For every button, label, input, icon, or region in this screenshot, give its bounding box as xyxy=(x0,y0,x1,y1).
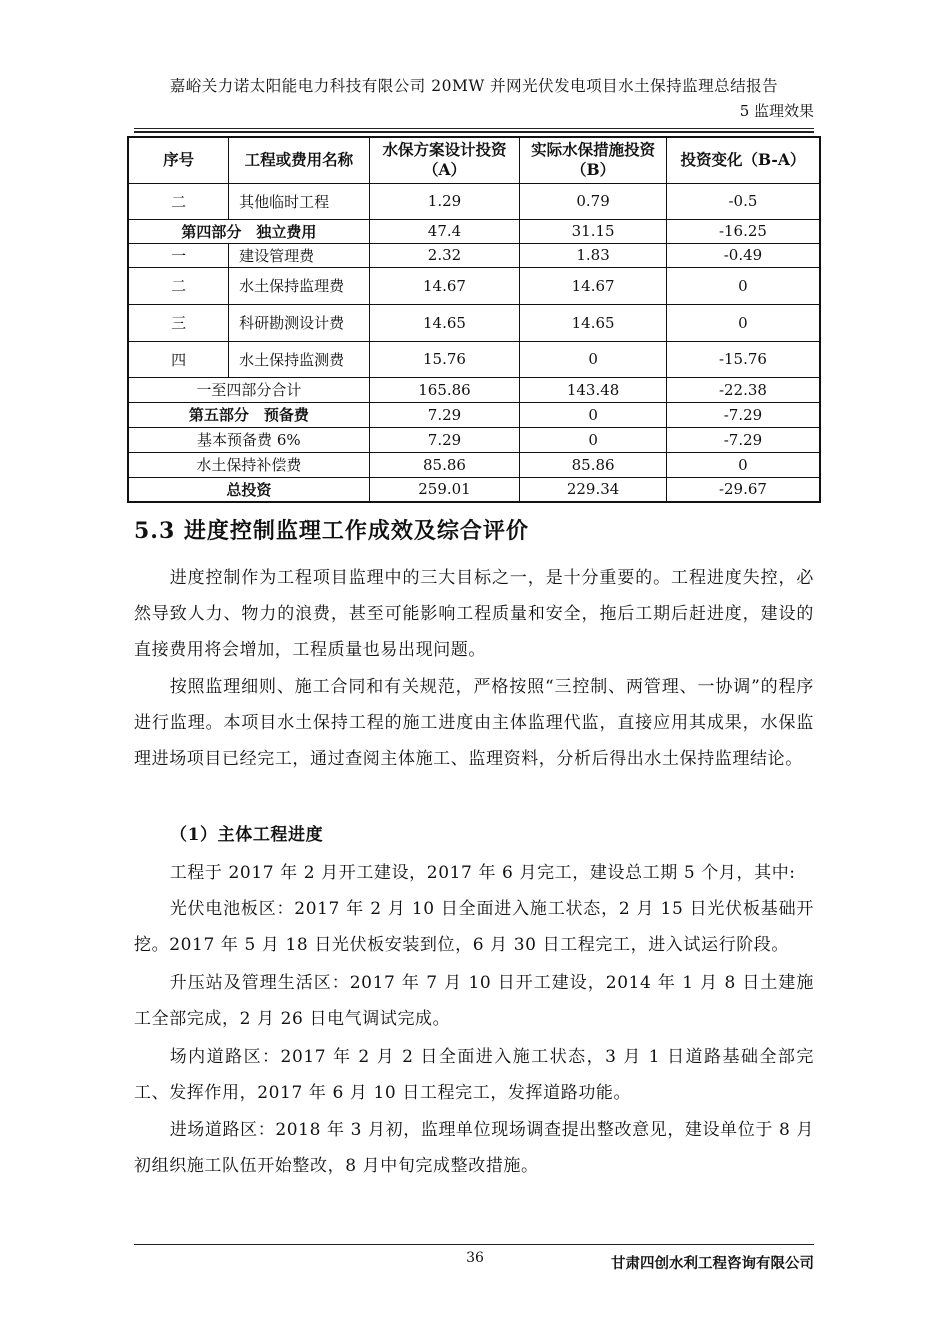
cell-merged-name: 第四部分 独立费用 xyxy=(128,219,369,243)
cell-design: 7.29 xyxy=(369,402,520,427)
cell-merged-name: 总投资 xyxy=(128,477,369,502)
cell-name: 科研勘测设计费 xyxy=(229,304,370,341)
paragraph-access-road-area: 进场道路区：2018 年 3 月初，监理单位现场调查提出整改意见，建设单位于 8 月初组织施工队伍开始整改，8 月中旬完成整改措施。 xyxy=(134,1120,814,1176)
cell-change: -15.76 xyxy=(666,341,820,377)
section-heading: 5.3 进度控制监理工作成效及综合评价 xyxy=(134,518,529,544)
paragraph-progress-importance: 进度控制作为工程项目监理中的三大目标之一，是十分重要的。工程进度失控，必然导致人力、物力的浪费，甚至可能影响工程质量和安全，拖后工期后赶进度，建设的直接费用将会增加，工程质量也易出现问题。 xyxy=(134,568,814,660)
cell-change: 0 xyxy=(666,267,820,304)
cell-actual: 14.65 xyxy=(520,304,667,341)
col-header-name: 工程或费用名称 xyxy=(229,137,370,183)
cell-design: 47.4 xyxy=(369,219,520,243)
footer-rule xyxy=(134,1244,814,1245)
header-rule xyxy=(134,128,814,129)
table-row xyxy=(128,267,820,304)
paragraph-pv-panel-area: 光伏电池板区：2017 年 2 月 10 日全面进入施工状态，2 月 15 日光伏板基础开挖。2017 年 5 月 18 日光伏板安装到位，6 月 30 日工程完工，进入试运行阶段。 xyxy=(134,899,814,955)
table-row xyxy=(128,477,820,502)
cell-design: 14.65 xyxy=(369,304,520,341)
cell-change: 0 xyxy=(666,452,820,477)
cell-change: -22.38 xyxy=(666,377,820,402)
table-row xyxy=(128,183,820,219)
cell-actual: 0 xyxy=(520,402,667,427)
cell-actual: 0.79 xyxy=(520,183,667,219)
paragraph-schedule-summary: 工程于 2017 年 2 月开工建设，2017 年 6 月完工，建设总工期 5 个月，其中: xyxy=(169,863,796,883)
cell-actual: 143.48 xyxy=(520,377,667,402)
paragraph-substation-area: 升压站及管理生活区：2017 年 7 月 10 日开工建设，2014 年 1 月 8 日土建施工全部完成，2 月 26 日电气调试完成。 xyxy=(134,973,814,1029)
paragraph-supervision-method: 按照监理细则、施工合同和有关规范，严格按照“三控制、两管理、一协调”的程序进行监理。本项目水土保持工程的施工进度由主体监理代监，直接应用其成果，水保监理进场项目已经完工，通过查阅主体施工、监理资料，分析后得出水土保持监理结论。 xyxy=(134,677,814,769)
cell-change: -0.49 xyxy=(666,243,820,267)
cell-actual: 85.86 xyxy=(520,452,667,477)
header-rule-thick xyxy=(134,131,814,133)
chapter-label: 5 监理效果 xyxy=(739,102,814,120)
table-row xyxy=(128,427,820,452)
cell-design: 165.86 xyxy=(369,377,520,402)
cell-design: 85.86 xyxy=(369,452,520,477)
cell-name: 其他临时工程 xyxy=(229,183,370,219)
table-row xyxy=(128,243,820,267)
cell-change: -16.25 xyxy=(666,219,820,243)
cell-no: 二 xyxy=(128,267,229,304)
cell-name: 建设管理费 xyxy=(229,243,370,267)
cell-actual: 14.67 xyxy=(520,267,667,304)
table-row xyxy=(128,219,820,243)
cell-change: 0 xyxy=(666,304,820,341)
cell-design: 259.01 xyxy=(369,477,520,502)
table-row xyxy=(128,402,820,427)
page-number: 36 xyxy=(466,1250,484,1266)
report-title: 嘉峪关力诺太阳能电力科技有限公司 20MW 并网光伏发电项目水土保持监理总结报告 xyxy=(169,77,779,95)
cell-name: 水土保持监理费 xyxy=(229,267,370,304)
table-row xyxy=(128,377,820,402)
table-header-row xyxy=(128,137,820,183)
col-header-change: 投资变化（B-A） xyxy=(666,137,820,183)
cell-design: 2.32 xyxy=(369,243,520,267)
table-row xyxy=(128,304,820,341)
cell-design: 14.67 xyxy=(369,267,520,304)
cell-design: 7.29 xyxy=(369,427,520,452)
cell-actual: 0 xyxy=(520,427,667,452)
footer-organization: 甘肃四创水利工程咨询有限公司 xyxy=(611,1255,814,1272)
cell-design: 15.76 xyxy=(369,341,520,377)
cell-change: -7.29 xyxy=(666,427,820,452)
subheading-main-progress: （1）主体工程进度 xyxy=(170,825,324,845)
cell-no: 二 xyxy=(128,183,229,219)
cell-actual: 1.83 xyxy=(520,243,667,267)
investment-table xyxy=(127,136,821,503)
cell-merged-name: 水土保持补偿费 xyxy=(128,452,369,477)
cell-design: 1.29 xyxy=(369,183,520,219)
cell-name: 水土保持监测费 xyxy=(229,341,370,377)
paragraph-inner-road-area: 场内道路区：2017 年 2 月 2 日全面进入施工状态，3 月 1 日道路基础全部完工、发挥作用，2017 年 6 月 10 日工程完工，发挥道路功能。 xyxy=(134,1047,814,1103)
cell-no: 一 xyxy=(128,243,229,267)
cell-merged-name: 第五部分 预备费 xyxy=(128,402,369,427)
cell-no: 三 xyxy=(128,304,229,341)
cell-change: -7.29 xyxy=(666,402,820,427)
col-header-no: 序号 xyxy=(128,137,229,183)
cell-change: -0.5 xyxy=(666,183,820,219)
cell-actual: 0 xyxy=(520,341,667,377)
col-header-design: 水保方案设计投资（A） xyxy=(369,137,520,183)
cell-merged-name: 一至四部分合计 xyxy=(128,377,369,402)
table-row xyxy=(128,452,820,477)
cell-merged-name: 基本预备费 6% xyxy=(128,427,369,452)
cell-actual: 229.34 xyxy=(520,477,667,502)
cell-actual: 31.15 xyxy=(520,219,667,243)
col-header-actual: 实际水保措施投资（B） xyxy=(520,137,667,183)
table-row xyxy=(128,341,820,377)
cell-no: 四 xyxy=(128,341,229,377)
cell-change: -29.67 xyxy=(666,477,820,502)
